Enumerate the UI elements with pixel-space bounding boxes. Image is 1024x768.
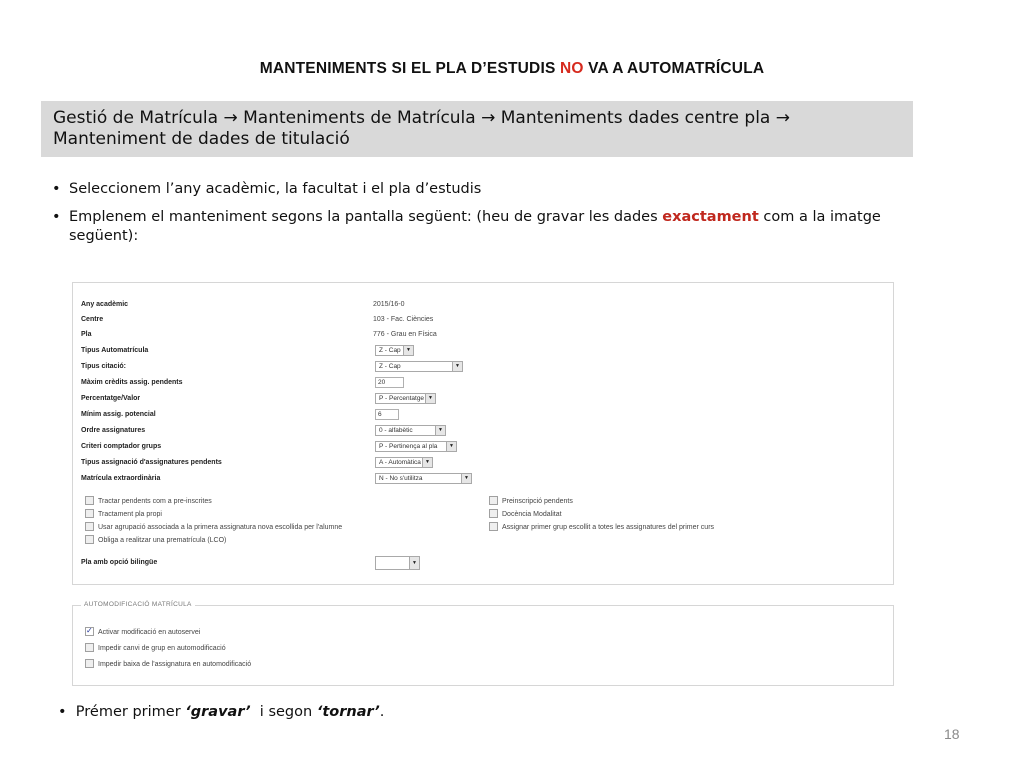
checkbox-box[interactable] (85, 535, 94, 544)
matricula-extraordinaria-select[interactable]: N - No s'utilitza ▼ (375, 473, 472, 484)
chevron-down-icon: ▼ (452, 362, 462, 371)
max-credits-input[interactable]: 20 (375, 377, 404, 388)
gravar-emphasis: ‘gravar’ (185, 704, 251, 720)
checkbox-obliga-prematricula[interactable]: Obliga a realitzar una prematrícula (LCO) (85, 535, 226, 546)
checkbox-box[interactable] (85, 643, 94, 652)
checkbox-box[interactable] (489, 522, 498, 531)
checkbox-box[interactable] (85, 522, 94, 531)
list-item: • Seleccionem l’any acadèmic, la facultat i el pla d’estudis (52, 181, 482, 197)
ordre-assignatures-select[interactable]: 0 - alfabètic ▼ (375, 425, 446, 436)
chevron-down-icon: ▼ (435, 426, 445, 435)
checkbox-preinscripcio[interactable]: Preinscripció pendents (489, 496, 573, 507)
chevron-down-icon: ▼ (403, 346, 413, 355)
navigation-path-box: Gestió de Matrícula → Manteniments de Matrícula → Manteniments dades centre pla → Manteniment de dades de titulació (41, 101, 913, 157)
chevron-down-icon: ▼ (422, 458, 432, 467)
bilingue-select[interactable] (375, 556, 420, 570)
automodificacio-legend: AUTOMODIFICACIÓ MATRÍCULA (81, 601, 195, 608)
tipus-assignacio-select[interactable]: A - Automàtica ▼ (375, 457, 433, 468)
emphasis-exactament: exactament (662, 209, 759, 225)
final-instruction: • Prémer primer ‘gravar’ i segon ‘tornar’. (58, 704, 385, 720)
checkbox-tractar-pendents[interactable]: Tractar pendents com a pre-inscrites (85, 496, 212, 507)
checkbox-box[interactable] (85, 509, 94, 518)
checkbox-docencia[interactable]: Docència Modalitat (489, 509, 562, 520)
checkbox-usar-agrupacio[interactable]: Usar agrupació associada a la primera assignatura nova escollida per l'alumne (85, 522, 342, 533)
checkbox-impedir-baixa[interactable]: Impedir baixa de l'assignatura en automodificació (85, 659, 251, 670)
checkbox-box[interactable] (85, 496, 94, 505)
chevron-down-icon: ▼ (461, 474, 471, 483)
tipus-citacio-select[interactable]: Z - Cap ▼ (375, 361, 463, 372)
chevron-down-icon: ▼ (409, 557, 419, 569)
form-screenshot-panel: Any acadèmic 2015/16-0 Centre 103 - Fac. Ciències Pla 776 - Grau en Física Tipus Automatrícula Z - Cap ▼ Tipus citació: Z - Cap ▼ Màxim crèdits assig. pendents 20 Percentatge/Valor P - Percentatge ▼ Mínim assig. potencial 6 Ordre assignatures 0 - alfabètic ▼ Criteri comptador grups P - Pertinença al pla ▼ Tipus assignació d'assignatures pendents A - Automàtica ▼ Matrícula extraordinària N - No s'utilitza ▼ Tractar pendents com a pre-inscrites Tractament pla propi Usar agrupació associada a la primera assignatura nova escollida per l'alumne Obliga a realitzar una prematrícula (LCO) Preinscripció pendents Docència Modalitat Assignar primer grup escollit a totes les assignatures del primer curs Pla amb opció bilingüe ▼ (72, 282, 894, 585)
title-no-highlight: NO (560, 60, 584, 77)
arrow-right-icon: → (481, 108, 496, 128)
minim-assig-input[interactable]: 6 (375, 409, 399, 420)
checkbox-box[interactable] (85, 659, 94, 668)
tipus-automatricula-select[interactable]: Z - Cap ▼ (375, 345, 414, 356)
checkbox-box[interactable] (489, 496, 498, 505)
instruction-list (52, 180, 912, 255)
checkbox-box[interactable] (489, 509, 498, 518)
checkbox-tractament-pla[interactable]: Tractament pla propi (85, 509, 162, 520)
automodificacio-panel (72, 601, 894, 686)
page-number: 18 (944, 726, 960, 742)
arrow-right-icon: → (223, 108, 238, 128)
checkbox-assignar-grup[interactable]: Assignar primer grup escollit a totes les assignatures del primer curs (489, 522, 714, 533)
checkbox-impedir-canvi[interactable]: Impedir canvi de grup en automodificació (85, 643, 226, 654)
check-icon[interactable] (85, 627, 94, 636)
page-title: MANTENIMENTS SI EL PLA D’ESTUDIS NO VA A AUTOMATRÍCULA (259, 60, 765, 77)
list-item: • Emplenem el manteniment segons la pantalla següent: (heu de gravar les dades exactament com a la imatge següent): (52, 209, 881, 244)
percentatge-select[interactable]: P - Percentatge ▼ (375, 393, 436, 404)
arrow-right-icon: → (775, 108, 790, 128)
chevron-down-icon: ▼ (446, 442, 456, 451)
checkbox-activar-modificacio[interactable]: ✓Activar modificació en autoservei (85, 627, 200, 638)
tornar-emphasis: ‘tornar’ (316, 704, 380, 720)
criteri-comptador-select[interactable]: P - Pertinença al pla ▼ (375, 441, 457, 452)
chevron-down-icon: ▼ (425, 394, 435, 403)
